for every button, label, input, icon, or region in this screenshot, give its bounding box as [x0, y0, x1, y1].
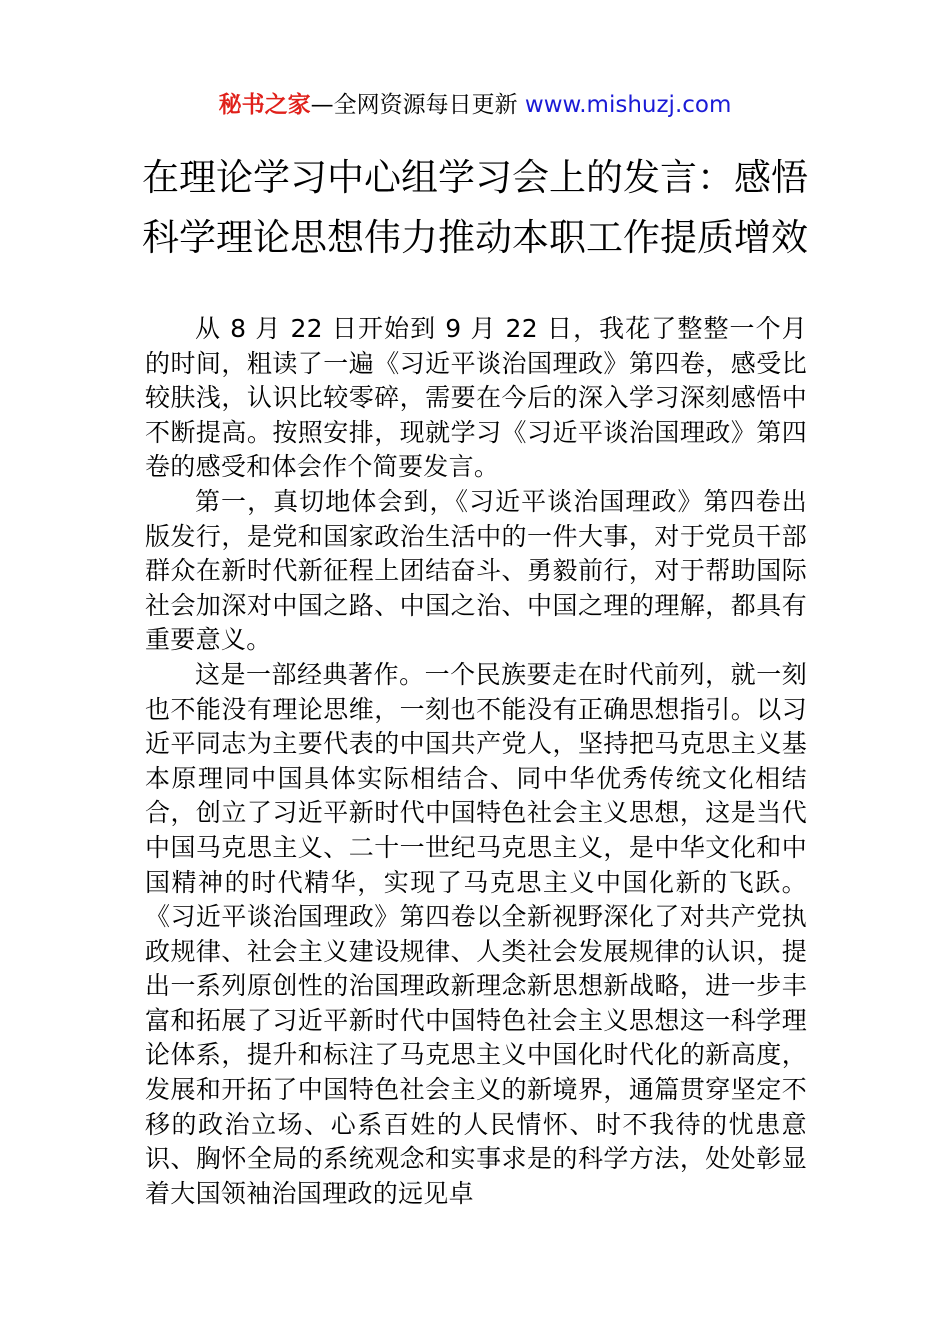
document-title — [100, 148, 850, 268]
title-line-2: 科学理论思想伟力推动本职工作提质增效 — [142, 216, 808, 259]
site-header — [0, 88, 950, 122]
site-tagline: —全网资源每日更新 — [310, 92, 525, 118]
site-brand: 秘书之家 — [218, 92, 311, 118]
paragraph-intro: 从 8 月 22 日开始到 9 月 22 日，我花了整整一个月的时间，粗读了一遍《习近平谈治国理政》第四卷，感受比较肤浅，认识比较零碎，需要在今后的深入学习深刻感悟中不断提高。按照安排，现就学习《习近平谈治国理政》第四卷的感受和体会作个简要发言。 — [145, 314, 807, 482]
document-body — [145, 312, 807, 1211]
title-line-1: 在理论学习中心组学习会上的发言：感悟 — [142, 156, 808, 199]
site-url-link[interactable]: www.mishuzj.com — [524, 92, 732, 118]
paragraph-first-point: 第一，真切地体会到，《习近平谈治国理政》第四卷出版发行，是党和国家政治生活中的一件大事，对于党员干部群众在新时代新征程上团结奋斗、勇毅前行，对于帮助国际社会加深对中国之路、中国之治、中国之理的理解，都具有重要意义。 — [145, 486, 807, 655]
paragraph-classic-work: 这是一部经典著作。一个民族要走在时代前列，就一刻也不能没有理论思维，一刻也不能没有正确思想指引。以习近平同志为主要代表的中国共产党人，坚持把马克思主义基本原理同中国具体实际相结合、同中华优秀传统文化相结合，创立了习近平新时代中国特色社会主义思想，这是当代中国马克思主义、二十一世纪马克思主义，是中华文化和中国精神的时代精华，实现了马克思主义中国化新的飞跃。《习近平谈治国理政》第四卷以全新视野深化了对共产党执政规律、社会主义建设规律、人类社会发展规律的认识，提出一系列原创性的治国理政新理念新思想新战略，进一步丰富和拓展了习近平新时代中国特色社会主义思想这一科学理论体系，提升和标注了马克思主义中国化时代化的新高度，发展和开拓了中国特色社会主义的新境界，通篇贯穿坚定不移的政治立场、心系百姓的人民情怀、时不我待的忧患意识、胸怀全局的系统观念和实事求是的科学方法，处处彰显着大国领袖治国理政的远见卓 — [145, 659, 807, 1208]
